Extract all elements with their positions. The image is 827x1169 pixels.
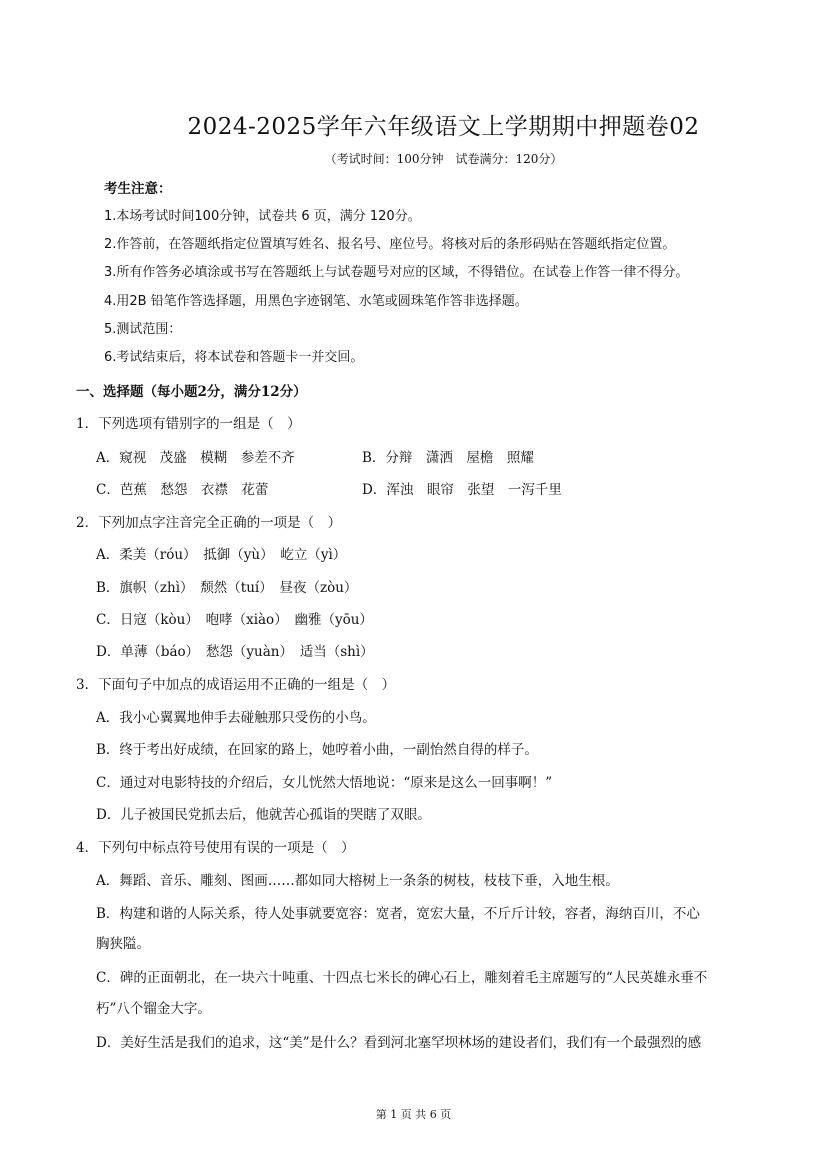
question-option: C．通过对电影特技的介绍后，女儿恍然大悟地说：“原来是这么一回事啊！” bbox=[96, 775, 553, 791]
question-option-continued: 胸狭隘。 bbox=[96, 936, 150, 952]
notice-heading: 考生注意： bbox=[104, 181, 172, 197]
notice-item: 6.考试结束后，将本试卷和答题卡一并交回。 bbox=[104, 350, 364, 365]
notice-item: 2.作答前，在答题纸指定位置填写姓名、报名号、座位号。将核对后的条形码贴在答题纸指定位置。 bbox=[104, 237, 676, 252]
question-option: C．碑的正面朝北，在一块六十吨重、十四点七米长的碑心石上，雕刻着毛主席题写的“人民英雄永垂不 bbox=[96, 970, 708, 986]
question-option: A．柔美（róu） 抵御（yù） 屹立（yì） bbox=[96, 547, 347, 563]
question-option: D．儿子被国民党抓去后，他就苦心孤诣的哭瞎了双眼。 bbox=[96, 807, 431, 823]
question-option: B．旗帜（zhì） 颓然（tuí） 昼夜（zòu） bbox=[96, 580, 358, 596]
question-stem: 3．下面句子中加点的成语运用不正确的一组是（ ） bbox=[76, 677, 396, 693]
notice-item: 4.用2B 铅笔作答选择题，用黑色字迹钢笔、水笔或圆珠笔作答非选择题。 bbox=[104, 294, 528, 309]
question-option: D．单薄（báo） 愁怨（yuàn） 适当（shì） bbox=[96, 644, 374, 660]
question-option: C．日寇（kòu） 咆哮（xiào） 幽雅（yōu） bbox=[96, 612, 373, 628]
question-stem: 1．下列选项有错别字的一组是（ ） bbox=[76, 416, 301, 432]
notice-item: 1.本场考试时间100分钟，试卷共 6 页，满分 120分。 bbox=[104, 209, 421, 224]
question-stem: 2．下列加点字注音完全正确的一项是（ ） bbox=[76, 515, 342, 531]
question-option: B．终于考出好成绩，在回家的路上，她哼着小曲，一副怡然自得的样子。 bbox=[96, 742, 538, 758]
question-option: B．分辩 潇洒 屋檐 照耀 bbox=[362, 450, 534, 466]
question-option: A．我小心翼翼地伸手去碰触那只受伤的小鸟。 bbox=[96, 710, 376, 726]
notice-item: 5.测试范围： bbox=[104, 322, 182, 337]
notice-item: 3.所有作答务必填涂或书写在答题纸上与试卷题号对应的区域，不得错位。在试卷上作答一律不得分。 bbox=[104, 265, 689, 280]
exam-title: 2024-2025学年六年级语文上学期期中押题卷02 bbox=[187, 114, 700, 140]
question-option: C．芭蕉 愁怨 衣襟 花蕾 bbox=[96, 482, 269, 498]
question-option: D．美好生活是我们的追求，这“美”是什么？看到河北塞罕坝林场的建设者们，我们有一个最强烈的感 bbox=[96, 1035, 702, 1051]
section-heading: 一、选择题（每小题2分，满分12分） bbox=[76, 384, 307, 400]
question-stem: 4．下列句中标点符号使用有误的一项是（ ） bbox=[76, 840, 355, 856]
question-option: A．窥视 茂盛 模糊 参差不齐 bbox=[96, 450, 295, 466]
question-option-continued: 朽”八个镏金大字。 bbox=[96, 1001, 211, 1017]
question-option: B．构建和谐的人际关系，待人处事就要宽容：宽者，宽宏大量，不斤斤计较，容者，海纳百川，不心 bbox=[96, 906, 700, 922]
page-number: 第 1 页 共 6 页 bbox=[375, 1108, 452, 1121]
question-option: A．舞蹈、音乐、雕刻、图画……都如同大榕树上一条条的树枝，枝枝下垂，入地生根。 bbox=[96, 873, 619, 889]
question-option: D．浑浊 眼帘 张望 一泻千里 bbox=[362, 482, 562, 498]
exam-subtitle: （考试时间：100分钟 试卷满分：120分） bbox=[324, 152, 563, 166]
